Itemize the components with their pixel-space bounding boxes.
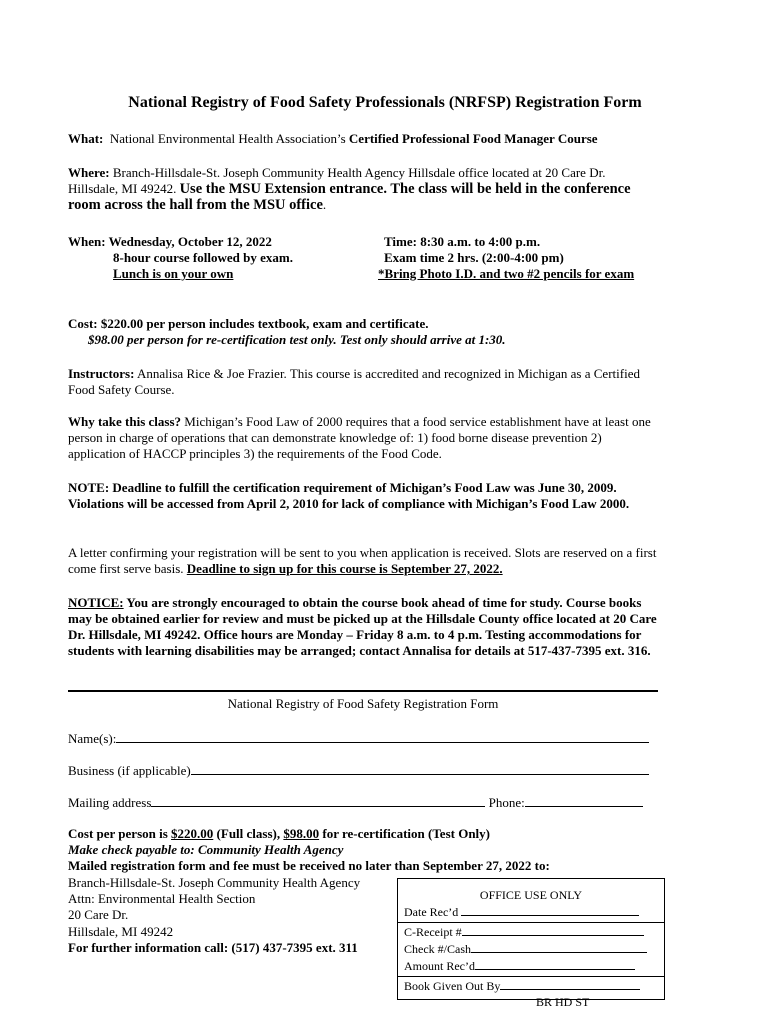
instructors-text: Annalisa Rice & Joe Frazier. This course is accredited and recognized in Michigan as a Certified Food Safety Course. bbox=[68, 366, 640, 397]
lunch-note: Lunch is on your own bbox=[113, 266, 234, 281]
what-label: What: bbox=[68, 131, 104, 146]
mailing-label: Mailing address bbox=[68, 795, 152, 810]
notice-text: You are strongly encouraged to obtain the course book ahead of time for study. Course books may be obtained earlier for review and must be picked up at the Hillsdale County office located at 20 Care Dr. Hillsdale, MI 49242. Office hours are Monday – Friday 8 a.m. to 4 p.m. Testing accommodations for students with learning disabilities may be arranged; contact Annalisa for details at 517-437-7395 ext. 316. bbox=[68, 595, 657, 658]
c-receipt-row bbox=[398, 923, 664, 940]
letter-paragraph bbox=[68, 545, 658, 577]
mailed-note: Mailed registration form and fee must be received no later than September 27, 2022 to: bbox=[68, 858, 550, 873]
where-label: Where: bbox=[68, 165, 110, 180]
where-text: Branch-Hillsdale-St. Joseph Community Health Agency Hillsdale office located at 20 Care Dr. Hillsdale, MI 49242. bbox=[68, 165, 606, 196]
names-row bbox=[68, 730, 658, 747]
cost-text: Cost per person is bbox=[68, 826, 172, 841]
phone-label: Phone: bbox=[488, 795, 525, 810]
mailing-address-field[interactable] bbox=[151, 794, 485, 807]
when-date: Wednesday, October 12, 2022 bbox=[108, 234, 272, 249]
cost-text-3: for re-certification (Test Only) bbox=[319, 826, 490, 841]
phone-field[interactable] bbox=[525, 794, 643, 807]
info-phone: For further information call: (517) 437-7395 ext. 311 bbox=[68, 939, 358, 955]
notice-label: NOTICE: bbox=[68, 595, 124, 610]
when-left bbox=[68, 234, 368, 282]
names-field[interactable] bbox=[116, 730, 649, 743]
book-given-row bbox=[398, 977, 664, 994]
cost-line-1: Cost: $220.00 per person includes textbook, exam and certificate. bbox=[68, 316, 429, 331]
amount-recd-label: Amount Rec’d bbox=[404, 959, 475, 973]
why-label: Why take this class? bbox=[68, 414, 182, 429]
course-name: Certified Professional Food Manager Course bbox=[348, 131, 598, 146]
office-heading: OFFICE USE ONLY bbox=[479, 888, 583, 902]
date-recd-label: Date Rec’d bbox=[404, 905, 459, 919]
note-paragraph: NOTE: Deadline to fulfill the certification requirement of Michigan’s Food Law was June 30, 2009. Violations will be accessed from April 2, 2010 for lack of compliance with Michigan’s Food Law 2000. bbox=[68, 480, 630, 511]
form-title: National Registry of Food Safety Registration Form bbox=[227, 696, 499, 711]
what-text: National Environmental Health Association’s bbox=[109, 131, 346, 146]
payable-note: Make check payable to: Community Health Agency bbox=[68, 842, 344, 857]
cost-per-person bbox=[68, 826, 658, 842]
date-recd-row bbox=[398, 903, 664, 920]
business-field[interactable] bbox=[191, 762, 649, 775]
date-recd-field[interactable] bbox=[461, 903, 639, 916]
c-receipt-label: C-Receipt # bbox=[404, 925, 462, 939]
names-label: Name(s): bbox=[68, 731, 117, 746]
address-line-4: Hillsdale, MI 49242 bbox=[68, 923, 174, 939]
address-line-1: Branch-Hillsdale-St. Joseph Community Health Agency bbox=[68, 875, 361, 890]
cost-line-2: $98.00 per person for re-certification test only. Test only should arrive at 1:30. bbox=[88, 332, 506, 347]
section-divider bbox=[68, 690, 658, 692]
when-right bbox=[378, 234, 668, 282]
mailing-address-block bbox=[68, 875, 398, 956]
address-line-3: 20 Care Dr. bbox=[68, 907, 129, 923]
page-title: National Registry of Food Safety Professionals (NRFSP) Registration Form bbox=[128, 94, 642, 111]
book-given-field[interactable] bbox=[500, 977, 640, 990]
notice-paragraph bbox=[68, 595, 658, 659]
book-given-label: Book Given Out By bbox=[404, 979, 501, 993]
full-class-cost: $220.00 bbox=[171, 826, 214, 841]
when-label: When: bbox=[68, 234, 106, 249]
check-cash-row bbox=[398, 940, 664, 957]
class-time: Time: 8:30 a.m. to 4:00 p.m. bbox=[384, 234, 541, 249]
br-hd-st: BR HD ST bbox=[536, 995, 590, 1009]
exam-time: Exam time 2 hrs. (2:00-4:00 pm) bbox=[384, 250, 564, 265]
instructors-label: Instructors: bbox=[68, 366, 135, 381]
why-text: Michigan’s Food Law of 2000 requires that a food service establishment have at least one person in charge of operations that can demonstrate knowledge of: 1) food borne disease prevention 2) application of HACCP principles 3) the requirements of the Food Code. bbox=[68, 414, 651, 461]
mailing-row bbox=[68, 794, 658, 811]
where-paragraph: Where: Branch-Hillsdale-St. Joseph Community Health Agency Hillsdale office located at 20 Care Dr. Hillsdale, MI 49242. Use the MSU Extension entrance. The class will be held in the conference room across the hall from the MSU office. bbox=[68, 165, 631, 213]
what-paragraph bbox=[68, 131, 658, 147]
address-line-2: Attn: Environmental Health Section bbox=[68, 891, 256, 907]
office-use-box bbox=[397, 878, 665, 1009]
bring-note: *Bring Photo I.D. and two #2 pencils for exam bbox=[378, 266, 635, 281]
why-paragraph bbox=[68, 414, 658, 462]
amount-recd-row bbox=[398, 957, 664, 974]
instructors-paragraph bbox=[68, 366, 658, 398]
signup-deadline: Deadline to sign up for this course is September 27, 2022. bbox=[186, 561, 503, 576]
check-cash-field[interactable] bbox=[471, 940, 647, 953]
business-label: Business (if applicable) bbox=[68, 763, 191, 778]
business-row bbox=[68, 762, 658, 779]
cost-text-2: (Full class), bbox=[213, 826, 284, 841]
c-receipt-field[interactable] bbox=[462, 923, 644, 936]
recert-cost: $98.00 bbox=[283, 826, 320, 841]
course-note: 8-hour course followed by exam. bbox=[113, 250, 293, 265]
amount-recd-field[interactable] bbox=[475, 957, 635, 970]
check-cash-label: Check #/Cash bbox=[404, 942, 471, 956]
letter-text: A letter confirming your registration will be sent to you when application is received. Slots are reserved on a first come first serve basis. bbox=[68, 545, 657, 576]
where-emphasis: Use the MSU Extension entrance. The class will be held in the conference room across the hall from the MSU office bbox=[68, 181, 631, 213]
